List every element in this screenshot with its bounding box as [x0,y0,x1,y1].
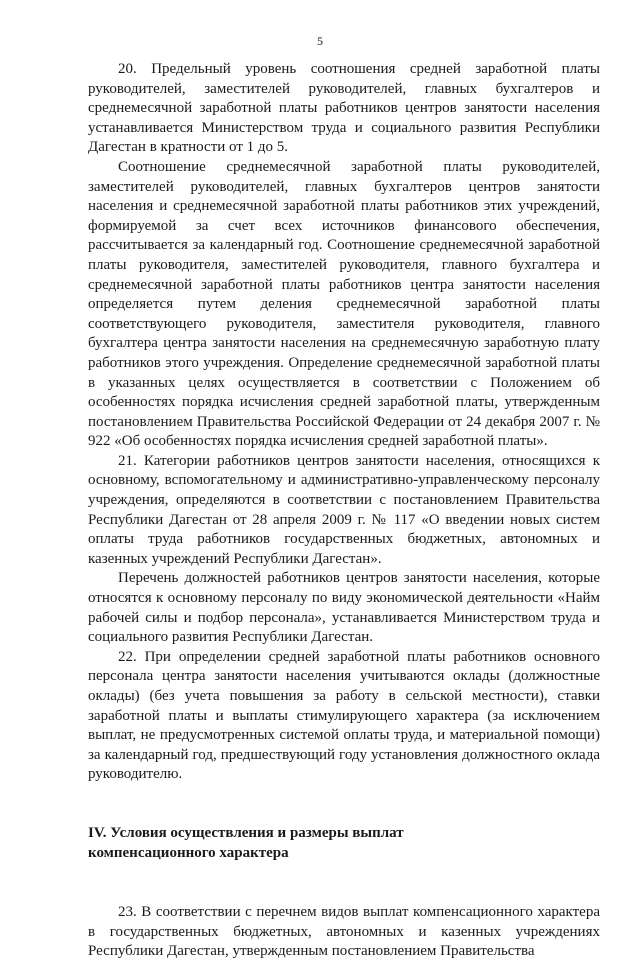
section-heading [88,823,600,863]
paragraph-21: 21. Категории работников центров занятости населения, относящихся к основному, вспомогательному и административно-управленческому персоналу учреждения, определяются в соответствии с постановлением Правительства Республики Дагестан от 28 апреля 2009 г. № 117 «О введении новых систем оплаты труда работников государственных бюджетных, автономных и казенных учреждений Республики Дагестан». [88,452,600,567]
paragraph-20: 20. Предельный уровень соотношения средней заработной платы руководителей, заместителей руководителей, главных бухгалтеров и среднемесячной заработной платы работников центров занятости населения устанавливается Министерством труда и социального развития Республики Дагестан в кратности от 1 до 5. [88,61,600,156]
section-heading-line1: IV. Условия осуществления и размеры выплат [88,824,404,841]
paragraph-22: 22. При определении средней заработной платы работников основного персонала центра занятости населения учитываются оклады (должностные оклады) (без учета повышения за работу в сельской местности), ставки заработной платы и выплаты стимулирующего характера (за исключением выплат, не предусмотренных системой оплаты труда, и материальной помощи) за календарный год, предшествующий году установления должностного оклада руководителю. [88,648,600,783]
paragraph-positions-list: Перечень должностей работников центров занятости населения, которые относятся к основному персоналу по виду экономической деятельности «Найм рабочей силы и подбор персонала», устанавливается Министерством труда и социального развития Республики Дагестан. [88,570,600,646]
document-body [88,60,600,962]
section-heading-line2: компенсационного характера [88,844,289,861]
page-number: 5 [317,34,323,48]
paragraph-23: 23. В соответствии с перечнем видов выплат компенсационного характера в государственных бюджетных, автономных и казенных учреждениях Республики Дагестан, утвержденным постановлением Правительства [88,903,600,960]
paragraph-ratio-calculation: Соотношение среднемесячной заработной платы руководителей, заместителей руководителей, главных бухгалтеров центров занятости населения и среднемесячной заработной платы работников этих учреждений, формируемой за счет всех источников финансового обеспечения, рассчитывается за календарный год. Соотношение среднемесячной заработной платы руководителя, заместителей руководителя, главного бухгалтера и среднемесячной заработной платы работников центра занятости населения определяется путем деления среднемесячной заработной платы соответствующего руководителя, заместителя руководителя, главного бухгалтера центра занятости населения на среднемесячную заработную плату работников этого учреждения. Определение среднемесячной заработной платы в указанных целях осуществляется в соответствии с Положением об особенностях порядка исчисления средней заработной платы, утвержденным постановлением Правительства Российской Федерации от 24 декабря 2007 г. № 922 «Об особенностях порядка исчисления средней заработной платы». [88,158,600,450]
